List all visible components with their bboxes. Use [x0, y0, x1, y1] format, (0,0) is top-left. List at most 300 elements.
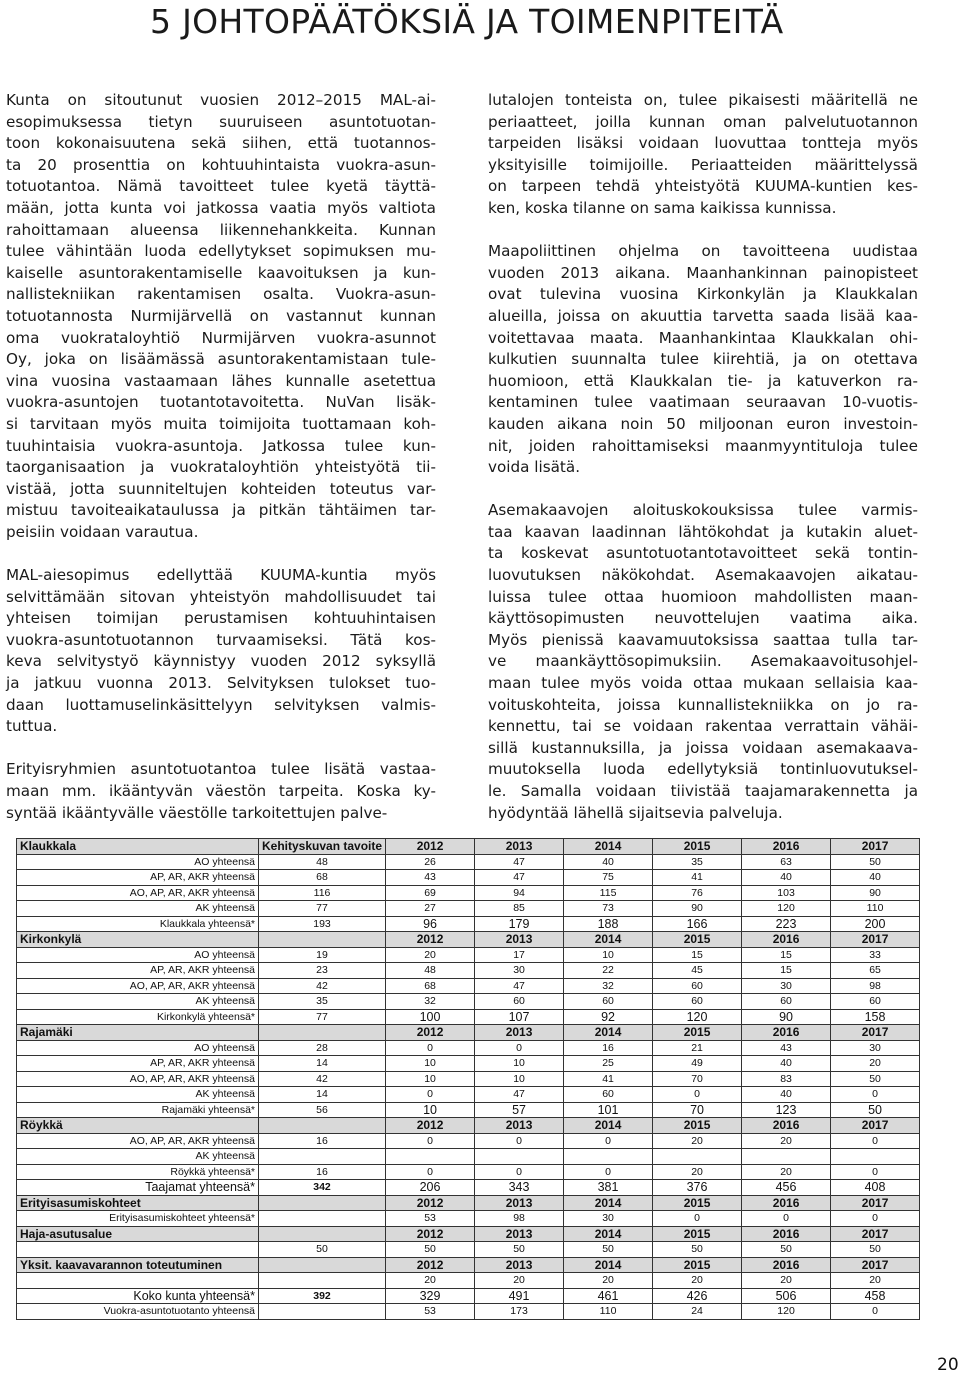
text-line: tulee vähintään luoda edellytykset sopimuksen mu-	[6, 242, 436, 261]
row-label: AP, AR, AKR yhteensä	[17, 1056, 259, 1072]
year-header-cell: 2017	[831, 1195, 920, 1211]
value-cell: 76	[653, 885, 742, 901]
value-cell: 40	[564, 854, 653, 870]
text-line: luissa tulee ottaa huomioon mahdollisten maan-	[488, 587, 918, 606]
year-header-cell: 2015	[653, 1257, 742, 1273]
year-header-cell: 2014	[564, 1118, 653, 1134]
text-line: yksityisille toimijoille. Periaatteiden määrittelyssä	[488, 155, 918, 174]
text-line: peisiin voidaan varautua.	[6, 522, 199, 541]
year-header-cell: 2013	[475, 932, 564, 948]
value-cell: 49	[653, 1056, 742, 1072]
value-cell: 47	[475, 854, 564, 870]
value-cell: 35	[653, 854, 742, 870]
value-cell: 50	[742, 1242, 831, 1258]
year-header-cell: 2017	[831, 1025, 920, 1041]
section-label: Kirkonkylä	[17, 932, 259, 948]
paragraph	[6, 759, 436, 824]
year-header-cell: 2016	[742, 1195, 831, 1211]
table-row	[17, 1025, 920, 1041]
target-cell	[259, 1226, 386, 1242]
value-cell: 50	[831, 854, 920, 870]
table-row	[17, 947, 920, 963]
text-line: muutoksella luoda edellytyksiä tontinluovutuksel-	[488, 760, 918, 779]
row-label: AO, AP, AR, AKR yhteensä	[17, 978, 259, 994]
table-row	[17, 1056, 920, 1072]
row-label: AK yhteensä	[17, 1087, 259, 1103]
target-cell: 50	[259, 1242, 386, 1258]
table-row	[17, 1242, 920, 1258]
value-cell: 60	[742, 994, 831, 1010]
value-cell: 110	[564, 1304, 653, 1320]
value-cell: 98	[831, 978, 920, 994]
row-label: AO, AP, AR, AKR yhteensä	[17, 885, 259, 901]
value-cell	[475, 1149, 564, 1165]
target-cell: 56	[259, 1102, 386, 1118]
value-cell: 65	[831, 963, 920, 979]
target-cell: 42	[259, 978, 386, 994]
value-cell: 70	[653, 1102, 742, 1118]
value-cell: 0	[386, 1040, 475, 1056]
left-text-column	[6, 90, 436, 846]
row-label: Klaukkala yhteensä*	[17, 916, 259, 932]
target-cell: 14	[259, 1087, 386, 1103]
value-cell: 41	[653, 870, 742, 886]
year-header-cell: 2015	[653, 1025, 742, 1041]
text-line: kennettu, tai se voidaan rakentaa verrattain vähäi-	[488, 717, 918, 736]
row-label: AK yhteensä	[17, 901, 259, 917]
value-cell: 10	[386, 1071, 475, 1087]
page-number: 20	[937, 1355, 959, 1375]
value-cell: 43	[742, 1040, 831, 1056]
value-cell: 26	[386, 854, 475, 870]
text-line: tuuhintaisia vuokra-asuntoja. Jatkossa tulee kun-	[6, 436, 436, 455]
year-header-cell: 2016	[742, 1025, 831, 1041]
value-cell: 30	[742, 978, 831, 994]
value-cell: 223	[742, 916, 831, 932]
value-cell: 0	[831, 1087, 920, 1103]
value-cell: 107	[475, 1009, 564, 1025]
value-cell: 0	[742, 1211, 831, 1227]
text-line: vistää, jotta suunniteltujen kohteiden toteutus var-	[6, 479, 436, 498]
row-label: AO, AP, AR, AKR yhteensä	[17, 1071, 259, 1087]
target-cell: 14	[259, 1056, 386, 1072]
table-row	[17, 1273, 920, 1289]
table-row	[17, 1211, 920, 1227]
value-cell: 0	[653, 1211, 742, 1227]
value-cell: 27	[386, 901, 475, 917]
value-cell: 50	[475, 1242, 564, 1258]
value-cell: 20	[386, 1273, 475, 1289]
text-line: mään, jotta kunta voi jatkossa vaatia myös valtiota	[6, 198, 436, 217]
year-header-cell: 2012	[386, 839, 475, 855]
value-cell: 20	[742, 1273, 831, 1289]
value-cell: 40	[742, 1087, 831, 1103]
value-cell: 10	[475, 1056, 564, 1072]
value-cell: 0	[386, 1164, 475, 1180]
text-line: daan luottamuselinkäsittelyyn selvityksen valmis-	[6, 695, 436, 714]
value-cell: 15	[653, 947, 742, 963]
text-line: periaatteet, joilla kunnan oman palvelutuotannon	[488, 112, 918, 131]
text-line: oma vuokrataloyhtiö Nurmijärven vuokra-asunnot	[6, 328, 436, 347]
value-cell: 120	[653, 1009, 742, 1025]
year-header-cell: 2013	[475, 1257, 564, 1273]
text-line: lutalojen tonteista on, tulee pikaisesti määritellä ne	[488, 91, 918, 109]
target-cell	[259, 1273, 386, 1289]
table-row	[17, 1133, 920, 1149]
text-line: Maapoliittinen ohjelma on tavoitteena uudistaa	[488, 242, 918, 261]
target-cell: 116	[259, 885, 386, 901]
value-cell: 120	[742, 1304, 831, 1320]
value-cell: 115	[564, 885, 653, 901]
text-line: Kunta on sitoutunut vuosien 2012–2015 MAL-ai-	[6, 91, 436, 109]
value-cell: 85	[475, 901, 564, 917]
table-row	[17, 1009, 920, 1025]
table-row	[17, 1118, 920, 1134]
table-row	[17, 1149, 920, 1165]
value-cell: 188	[564, 916, 653, 932]
value-cell	[742, 1149, 831, 1165]
value-cell: 179	[475, 916, 564, 932]
row-label: AP, AR, AKR yhteensä	[17, 963, 259, 979]
row-label: Koko kunta yhteensä*	[17, 1288, 259, 1304]
value-cell: 506	[742, 1288, 831, 1304]
year-header-cell: 2014	[564, 1025, 653, 1041]
value-cell: 15	[742, 963, 831, 979]
value-cell: 0	[386, 1133, 475, 1149]
text-line: nallistekniikan rakentamisen osalta. Vuokra-asun-	[6, 285, 436, 304]
value-cell: 0	[831, 1211, 920, 1227]
target-cell: 193	[259, 916, 386, 932]
text-line: maan mm. ikääntyvän väestön tarpeita. Koska ky-	[6, 782, 436, 800]
value-cell: 20	[386, 947, 475, 963]
target-cell	[259, 1304, 386, 1320]
value-cell: 30	[564, 1211, 653, 1227]
value-cell: 41	[564, 1071, 653, 1087]
text-line: Myös pienissä kaavamuutoksissa saattaa tulla tar-	[488, 630, 918, 649]
section-label: Klaukkala	[17, 839, 259, 855]
year-header-cell: 2016	[742, 1226, 831, 1242]
row-label: AO, AP, AR, AKR yhteensä	[17, 1133, 259, 1149]
value-cell: 68	[386, 978, 475, 994]
value-cell: 0	[831, 1164, 920, 1180]
target-cell: 16	[259, 1164, 386, 1180]
target-cell	[259, 1118, 386, 1134]
value-cell: 461	[564, 1288, 653, 1304]
value-cell: 158	[831, 1009, 920, 1025]
table-row	[17, 1087, 920, 1103]
text-line: esopimuksessa tietyn suuruiseen asuntotuotan-	[6, 112, 436, 131]
value-cell: 32	[386, 994, 475, 1010]
section-label: Rajamäki	[17, 1025, 259, 1041]
row-label: AK yhteensä	[17, 1149, 259, 1165]
text-line: taorganisaation ja vuokrataloyhtiön yhteistyötä tii-	[6, 458, 436, 477]
target-cell: 77	[259, 1009, 386, 1025]
table-row	[17, 1257, 920, 1273]
value-cell: 0	[475, 1040, 564, 1056]
value-cell: 60	[831, 994, 920, 1010]
paragraph	[488, 90, 918, 220]
value-cell: 90	[653, 901, 742, 917]
table-row	[17, 1304, 920, 1320]
year-header-cell: 2014	[564, 932, 653, 948]
text-line: on tarpeen tehdä yhteistyötä KUUMA-kuntien kes-	[488, 177, 918, 196]
value-cell: 20	[831, 1056, 920, 1072]
value-cell: 73	[564, 901, 653, 917]
year-header-cell: 2012	[386, 1025, 475, 1041]
table-row	[17, 885, 920, 901]
target-cell	[259, 1257, 386, 1273]
value-cell: 166	[653, 916, 742, 932]
text-line: luovutuksen näkökohdat. Asemakaavojen aikatau-	[488, 566, 918, 585]
paragraph	[6, 90, 436, 543]
table-row	[17, 916, 920, 932]
text-line: ken, koska tilanne on sama kaikissa kunnissa.	[488, 198, 837, 217]
value-cell: 57	[475, 1102, 564, 1118]
value-cell: 20	[564, 1273, 653, 1289]
value-cell: 40	[742, 1056, 831, 1072]
value-cell	[831, 1149, 920, 1165]
value-cell: 376	[653, 1180, 742, 1196]
year-header-cell: 2015	[653, 1195, 742, 1211]
paragraph	[488, 241, 918, 479]
value-cell: 50	[831, 1242, 920, 1258]
value-cell: 458	[831, 1288, 920, 1304]
value-cell: 50	[386, 1242, 475, 1258]
value-cell: 20	[831, 1273, 920, 1289]
value-cell: 53	[386, 1211, 475, 1227]
year-header-cell: 2014	[564, 1195, 653, 1211]
value-cell: 20	[742, 1133, 831, 1149]
target-cell: 16	[259, 1133, 386, 1149]
year-header-cell: 2012	[386, 1195, 475, 1211]
table-row	[17, 1164, 920, 1180]
section-label: Haja-asutusalue	[17, 1226, 259, 1242]
target-cell: 68	[259, 870, 386, 886]
value-cell: 10	[386, 1102, 475, 1118]
value-cell: 10	[564, 947, 653, 963]
target-cell: 19	[259, 947, 386, 963]
section-label: Yksit. kaavavarannon toteutuminen	[17, 1257, 259, 1273]
year-header-cell: 2016	[742, 1118, 831, 1134]
value-cell: 47	[475, 1087, 564, 1103]
text-line: ovat tulevina vuosina Kirkonkylän ja Klaukkalan	[488, 285, 918, 304]
target-cell: 48	[259, 854, 386, 870]
value-cell: 60	[653, 994, 742, 1010]
year-header-cell: 2016	[742, 932, 831, 948]
value-cell: 200	[831, 916, 920, 932]
year-header-cell: 2015	[653, 839, 742, 855]
target-cell: 23	[259, 963, 386, 979]
value-cell: 90	[831, 885, 920, 901]
value-cell: 63	[742, 854, 831, 870]
value-cell: 70	[653, 1071, 742, 1087]
row-label: AO yhteensä	[17, 854, 259, 870]
text-line: mistuu tavoiteaikataulussa ja pitkän tähtäimen tar-	[6, 501, 436, 520]
row-label: Taajamat yhteensä*	[17, 1180, 259, 1196]
text-line: voitettavaa maata. Maanhankintaa Klaukkalan ohi-	[488, 328, 918, 347]
value-cell: 25	[564, 1056, 653, 1072]
year-header-cell: 2012	[386, 1118, 475, 1134]
value-cell: 20	[653, 1273, 742, 1289]
value-cell: 45	[653, 963, 742, 979]
target-cell: 35	[259, 994, 386, 1010]
value-cell: 20	[742, 1164, 831, 1180]
value-cell: 120	[742, 901, 831, 917]
value-cell: 47	[475, 978, 564, 994]
year-header-cell: 2017	[831, 1226, 920, 1242]
year-header-cell: 2013	[475, 839, 564, 855]
text-line: le. Samalla voidaan tiivistää taajamarakennetta ja	[488, 782, 918, 800]
value-cell: 94	[475, 885, 564, 901]
value-cell: 426	[653, 1288, 742, 1304]
value-cell: 40	[742, 870, 831, 886]
value-cell: 0	[564, 1133, 653, 1149]
value-cell: 20	[653, 1164, 742, 1180]
value-cell: 0	[564, 1164, 653, 1180]
text-line: alueilla, joissa on akuuttia tarvetta saada lisää kaa-	[488, 306, 918, 325]
value-cell: 0	[386, 1087, 475, 1103]
table-row	[17, 1288, 920, 1304]
table-row	[17, 901, 920, 917]
value-cell: 60	[475, 994, 564, 1010]
row-label	[17, 1242, 259, 1258]
target-cell	[259, 932, 386, 948]
year-header-cell: 2012	[386, 1226, 475, 1242]
value-cell: 24	[653, 1304, 742, 1320]
value-cell: 173	[475, 1304, 564, 1320]
year-header-cell: 2017	[831, 839, 920, 855]
value-cell: 30	[475, 963, 564, 979]
value-cell: 17	[475, 947, 564, 963]
text-line: Asemakaavojen aloituskokouksissa tulee varmis-	[488, 501, 918, 520]
row-label: AP, AR, AKR yhteensä	[17, 870, 259, 886]
text-line: maan tulee myös voida ottaa mukaan sellaisia kaa-	[488, 674, 918, 693]
text-line: ja jatkuu vuonna 2013. Selvityksen tulokset tuo-	[6, 674, 436, 693]
value-cell: 98	[475, 1211, 564, 1227]
text-line: totuotannosta Nurmijärvellä on vastannut kunnan	[6, 306, 436, 325]
text-line: ta 20 prosenttia on kohtuuhintaista vuokra-asun-	[6, 155, 436, 174]
text-line: Erityisryhmien asuntotuotantoa tulee lisätä vastaa-	[6, 760, 436, 779]
table-row	[17, 963, 920, 979]
value-cell: 43	[386, 870, 475, 886]
table-row	[17, 978, 920, 994]
value-cell	[386, 1149, 475, 1165]
value-cell: 60	[653, 978, 742, 994]
value-cell: 50	[653, 1242, 742, 1258]
value-cell: 101	[564, 1102, 653, 1118]
text-line: kaiselle asuntorakentamiselle kaavoituksen ja kun-	[6, 263, 436, 282]
text-line: tarpeiden lisäksi voidaan luovuttaa tontteja myös	[488, 134, 918, 153]
text-line: vuoden 2013 aikana. Maanhankinnan painopisteet	[488, 263, 918, 282]
text-line: vuokra-asuntotuotannon turvaamiseksi. Tätä kos-	[6, 630, 436, 649]
table-row	[17, 1071, 920, 1087]
row-label	[17, 1273, 259, 1289]
value-cell: 110	[831, 901, 920, 917]
value-cell: 60	[564, 1087, 653, 1103]
value-cell: 206	[386, 1180, 475, 1196]
text-line: nit, joiden rahoittamiseksi maanmyyntituloja tulee	[488, 436, 918, 455]
table-row	[17, 1180, 920, 1196]
year-header-cell: 2014	[564, 1257, 653, 1273]
year-header-cell: 2012	[386, 1257, 475, 1273]
target-cell: 342	[259, 1180, 386, 1196]
value-cell: 50	[831, 1071, 920, 1087]
text-line: totuotantoa. Nämä tavoitteet tulee kyetä täyttä-	[6, 177, 436, 196]
value-cell: 0	[653, 1087, 742, 1103]
value-cell: 10	[386, 1056, 475, 1072]
paragraph	[488, 500, 918, 824]
paragraph	[6, 565, 436, 738]
target-cell	[259, 1211, 386, 1227]
value-cell: 50	[831, 1102, 920, 1118]
row-label: AO yhteensä	[17, 1040, 259, 1056]
text-line: MAL-aiesopimus edellyttää KUUMA-kuntia myös	[6, 566, 436, 585]
value-cell: 0	[475, 1164, 564, 1180]
text-line: keva selvitystyö käynnistyy vuoden 2012 syksyllä	[6, 652, 436, 671]
value-cell: 329	[386, 1288, 475, 1304]
target-cell: 392	[259, 1288, 386, 1304]
row-label: Erityisasumiskohteet yhteensä*	[17, 1211, 259, 1227]
value-cell: 16	[564, 1040, 653, 1056]
year-header-cell: 2017	[831, 1257, 920, 1273]
value-cell: 48	[386, 963, 475, 979]
table-row	[17, 854, 920, 870]
year-header-cell: 2016	[742, 839, 831, 855]
text-line: hyödyntää lähellä sijaitsevia palveluja.	[488, 803, 783, 822]
text-line: kauden aikana noin 50 miljoonan euron investoin-	[488, 414, 918, 433]
text-line: kulkutien suunnalta tulee kiirehtiä, ja on otettava	[488, 350, 918, 369]
target-cell	[259, 1025, 386, 1041]
target-cell: 42	[259, 1071, 386, 1087]
value-cell: 20	[653, 1133, 742, 1149]
value-cell: 381	[564, 1180, 653, 1196]
section-label: Röykkä	[17, 1118, 259, 1134]
text-line: syntää ikääntyvälle väestölle tarkoitettujen palve-	[6, 803, 388, 822]
value-cell: 343	[475, 1180, 564, 1196]
table-row	[17, 839, 920, 855]
target-cell: 28	[259, 1040, 386, 1056]
value-cell: 33	[831, 947, 920, 963]
year-header-cell: 2016	[742, 1257, 831, 1273]
row-label: Röykkä yhteensä*	[17, 1164, 259, 1180]
table-row	[17, 932, 920, 948]
text-line: kentaminen tulee vaatimaan seuraavan 10-vuotis-	[488, 393, 918, 412]
table-row	[17, 1195, 920, 1211]
text-line: rahoittamaan alueensa liikennehankkeita. Kunnan	[6, 220, 436, 239]
target-cell	[259, 1195, 386, 1211]
value-cell	[653, 1149, 742, 1165]
text-line: si tarvitaan myös muita toimijoita tuottamaan koh-	[6, 414, 436, 433]
value-cell: 0	[475, 1133, 564, 1149]
row-label: AK yhteensä	[17, 994, 259, 1010]
year-header-cell: 2014	[564, 1226, 653, 1242]
target-cell: Kehityskuvan tavoite	[259, 839, 386, 855]
text-line: voituskohteita, joissa kunnallistekniikka on jo ra-	[488, 695, 918, 714]
value-cell: 53	[386, 1304, 475, 1320]
text-line: ve maankäyttösopimuksiin. Asemakaavoitusohjel-	[488, 652, 918, 671]
value-cell: 83	[742, 1071, 831, 1087]
value-cell: 50	[564, 1242, 653, 1258]
value-cell: 75	[564, 870, 653, 886]
value-cell: 60	[564, 994, 653, 1010]
value-cell: 456	[742, 1180, 831, 1196]
value-cell: 69	[386, 885, 475, 901]
year-header-cell: 2017	[831, 1118, 920, 1134]
value-cell: 408	[831, 1180, 920, 1196]
housing-production-table	[16, 838, 920, 1320]
right-text-column	[488, 90, 918, 846]
text-line: vina vuosina vastaamaan lähes kunnalle asetettua	[6, 371, 436, 390]
